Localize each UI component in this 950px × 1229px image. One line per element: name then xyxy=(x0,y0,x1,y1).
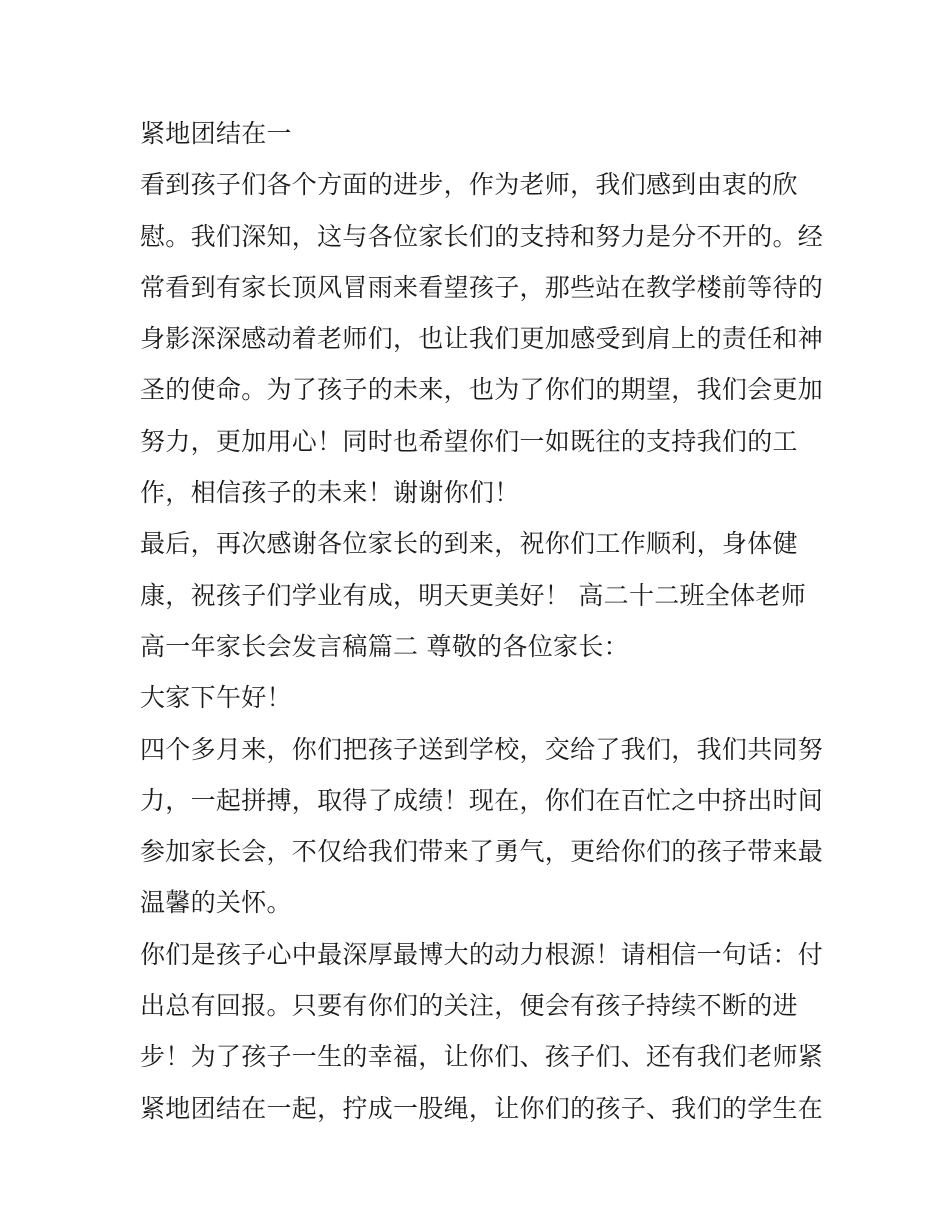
text-line: 力，一起拼搏，取得了成绩！现在，你们在百忙之中挤出时间 xyxy=(140,785,824,815)
text-line: 步！为了孩子一生的幸福，让你们、孩子们、还有我们老师紧 xyxy=(140,1042,824,1072)
text-line: 紧地团结在一 xyxy=(140,119,292,148)
text-line: 温馨的关怀。 xyxy=(140,888,292,918)
text-line: 高一年家长会发言稿篇二 尊敬的各位家长： xyxy=(140,631,629,661)
text-line: 努力，更加用心！同时也希望你们一如既往的支持我们的工 xyxy=(140,426,798,456)
text-line: 看到孩子们各个方面的进步，作为老师，我们感到由衷的欣 xyxy=(140,170,798,200)
text-line: 大家下午好！ xyxy=(140,683,292,713)
text-line: 身影深深感动着老师们，也让我们更加感受到肩上的责任和神 xyxy=(140,324,824,354)
text-line: 圣的使命。为了孩子的未来，也为了你们的期望，我们会更加 xyxy=(140,375,824,405)
text-line: 最后，再次感谢各位家长的到来，祝你们工作顺利，身体健 xyxy=(140,529,798,559)
text-line: 你们是孩子心中最深厚最博大的动力根源！请相信一句话：付 xyxy=(140,939,824,969)
text-line: 四个多月来，你们把孩子送到学校，交给了我们，我们共同努 xyxy=(140,734,824,764)
text-line: 作，相信孩子的未来！谢谢你们！ xyxy=(140,478,520,508)
text-line: 出总有回报。只要有你们的关注，便会有孩子持续不断的进 xyxy=(140,991,798,1021)
text-line: 常看到有家长顶风冒雨来看望孩子，那些站在教学楼前等待的 xyxy=(140,272,824,302)
text-line: 慰。我们深知，这与各位家长们的支持和努力是分不开的。经 xyxy=(140,221,824,251)
text-line: 参加家长会，不仅给我们带来了勇气，更给你们的孩子带来最 xyxy=(140,837,824,867)
text-line: 康，祝孩子们学业有成，明天更美好！ 高二十二班全体老师 xyxy=(140,580,807,610)
text-line: 紧地团结在一起，拧成一股绳，让你们的孩子、我们的学生在 xyxy=(140,1093,824,1123)
document-body xyxy=(140,108,824,1134)
